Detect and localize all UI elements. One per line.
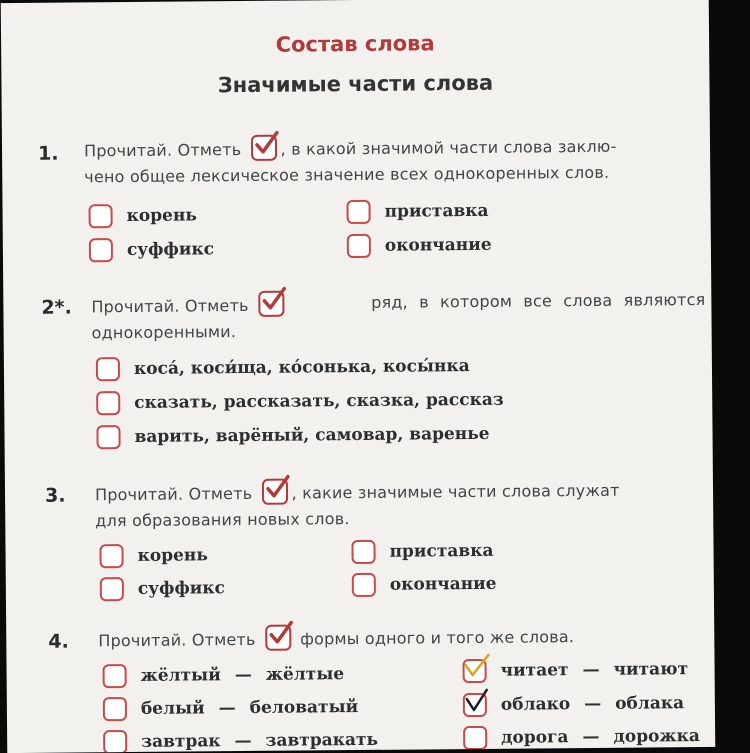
task-4-pair-belyy[interactable] (103, 695, 358, 721)
task-4-number: 4. (48, 630, 69, 653)
pair-dash: — (582, 659, 600, 681)
handwritten-check-icon (461, 687, 493, 717)
pair-dash: — (218, 698, 236, 719)
task-1-line1-end: , в какой значимой части слова заклю- (280, 136, 617, 159)
task-2-line1-end: ряд, в котором все слова являются (371, 289, 706, 312)
option-label: суффикс (137, 578, 226, 599)
option-checkbox[interactable] (352, 573, 376, 597)
task-1-option-prefix[interactable] (346, 199, 488, 224)
option-label: приставка (389, 540, 494, 562)
pair-word-b: завтракать (265, 729, 379, 751)
option-checkbox[interactable] (96, 357, 120, 381)
task-2-option-3[interactable] (96, 422, 489, 449)
task-2-text (91, 287, 705, 346)
pair-word-b: дорожка (613, 726, 700, 747)
pair-word-a: облако (500, 694, 571, 715)
task-4-line1-end: формы одного и того же слова. (300, 627, 575, 649)
option-checkbox[interactable] (89, 238, 113, 262)
checkbox-check-icon (262, 479, 288, 505)
pair-word-a: дорога (501, 727, 569, 748)
task-2-option-1[interactable] (96, 354, 470, 381)
option-checkbox[interactable] (99, 544, 123, 568)
page-subtitle: Значимые части слова (217, 70, 494, 98)
option-label: приставка (384, 200, 489, 222)
task-3-text (95, 475, 709, 534)
task-2-number: 2*. (41, 296, 72, 319)
option-checkbox[interactable] (351, 540, 375, 564)
option-label: коса́, коси́ща, ко́сонька, косы́нка (133, 356, 470, 379)
page-title: Состав слова (275, 31, 435, 57)
task-1-option-root[interactable] (89, 203, 198, 228)
pair-word-a: белый (140, 698, 205, 719)
task-4-pair-zavtrak[interactable] (103, 728, 378, 753)
task-1-text (84, 131, 696, 190)
option-checkbox[interactable] (103, 664, 127, 688)
task-3-number: 3. (44, 484, 66, 507)
task-4-line1-start: Прочитай. Отметь (98, 629, 256, 651)
checkbox-check-icon (251, 135, 277, 161)
task-4-text (98, 621, 710, 654)
checkbox-check-icon (265, 625, 291, 651)
pair-dash: — (234, 730, 252, 752)
option-checkbox[interactable] (100, 577, 124, 601)
option-checkbox[interactable] (463, 693, 487, 717)
option-label: корень (126, 205, 198, 227)
task-1-option-suffix[interactable] (89, 237, 214, 262)
task-3-line2: для образования новых слов. (95, 509, 350, 531)
worksheet-page (1, 0, 716, 753)
option-checkbox[interactable] (96, 391, 120, 415)
pair-dash: — (584, 693, 602, 715)
pair-word-b: читают (613, 659, 689, 680)
task-2-option-2[interactable] (96, 388, 504, 416)
pair-word-a: читает (500, 660, 569, 681)
task-2-line1-start: Прочитай. Отметь (91, 295, 249, 317)
task-3-option-ending[interactable] (352, 572, 497, 597)
option-label: сказать, рассказать, сказка, рассказ (134, 389, 504, 413)
option-label: варить, варёный, самовар, варенье (134, 423, 490, 447)
option-checkbox[interactable] (89, 204, 113, 228)
pair-dash: — (582, 726, 600, 748)
task-1-line1-start: Прочитай. Отметь (83, 140, 242, 161)
option-label: окончание (389, 573, 497, 595)
task-4-pair-zheltyy[interactable] (103, 662, 345, 688)
task-3-option-suffix[interactable] (100, 576, 225, 601)
option-checkbox[interactable] (96, 425, 120, 449)
pair-dash: — (234, 664, 252, 686)
pair-word-b: облака (615, 693, 685, 714)
pair-word-b: жёлтые (265, 664, 345, 685)
option-checkbox[interactable] (103, 697, 127, 721)
task-4-pair-doroga[interactable] (463, 724, 700, 750)
option-checkbox[interactable] (347, 234, 371, 258)
option-label: корень (137, 545, 208, 566)
option-label: суффикс (126, 239, 215, 261)
task-1-option-ending[interactable] (347, 233, 492, 258)
option-checkbox[interactable] (462, 659, 486, 683)
pair-word-a: завтрак (141, 731, 221, 752)
option-checkbox[interactable] (463, 726, 487, 750)
task-1-line2: чено общее лексическое значение всех однокоренных слов. (84, 162, 610, 187)
handwritten-check-icon (460, 653, 492, 683)
task-1-number: 1. (37, 142, 59, 165)
task-3-option-root[interactable] (99, 543, 208, 568)
task-2-line2: однокоренными. (91, 322, 237, 343)
option-checkbox[interactable] (346, 200, 370, 224)
task-3-line1-start: Прочитай. Отметь (94, 483, 253, 505)
task-4-pair-chitaet[interactable] (462, 657, 688, 683)
checkbox-check-icon (258, 291, 284, 317)
task-3-option-prefix[interactable] (351, 539, 493, 564)
task-4-pair-oblako[interactable] (463, 691, 684, 717)
option-label: окончание (384, 234, 492, 256)
pair-word-a: жёлтый (140, 665, 221, 686)
task-3-line1-end: , какие значимые части слова служат (291, 480, 620, 503)
pair-word-b: беловатый (249, 697, 359, 718)
